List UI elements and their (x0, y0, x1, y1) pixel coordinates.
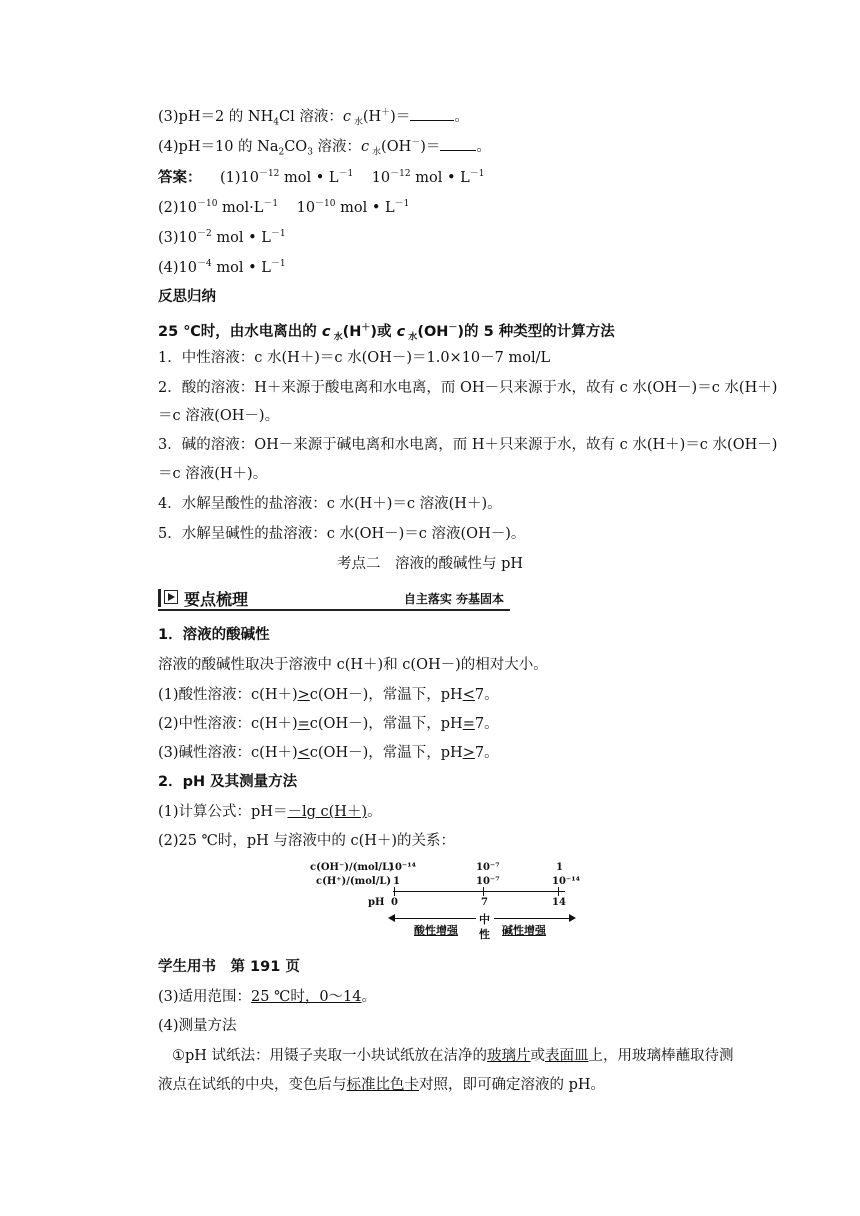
left-ph-value: 0 (391, 897, 398, 908)
ph-heading: 2．pH 及其测量方法 (158, 774, 298, 790)
reflection-item-2: 2．酸的溶液：H＋来源于酸电离和水电离，而 OH－只来源于水，故有 c 水(OH－)＝c 水(H＋) (158, 380, 778, 396)
section-banner (158, 587, 510, 611)
center-oh-value: 10⁻⁷ (476, 862, 500, 873)
book-page-ref: 学生用书 第 191 页 (158, 959, 300, 975)
answer-2: $(2)10^{-10}$ $mol\cdot L^{-1}$ $10^{-10}$ mol • $L^{-1}$ (158, 199, 410, 216)
banner-subtitle: 自主落实 夯基固本 (403, 592, 504, 606)
answer-3: $(3)10^{-2}$ mol • $L^{-1}$ (158, 229, 286, 246)
ph-axis (393, 891, 565, 892)
answer-4: $(4)10^{-4}$ mol • $L^{-1}$ (158, 259, 286, 276)
neutral-solution: (2)中性溶液：c(H＋)=c(OH－)，常温下，pH=7。 (158, 716, 499, 732)
reflection-item-4: 4．水解呈酸性的盐溶液：c 水(H＋)＝c 溶液(H＋)。 (158, 496, 502, 512)
right-h-value: 10⁻¹⁴ (552, 876, 580, 887)
basic-solution: (3)碱性溶液：c(H＋)<c(OH－)，常温下，pH>7。 (158, 745, 499, 761)
base-label: 碱性增强 (502, 924, 546, 937)
acid-solution: (1)酸性溶液：c(H＋)>c(OH－)，常温下，pH<7。 (158, 687, 499, 703)
method-line-2: 液点在试纸的中央，变色后与标准比色卡对照，即可确定溶液的 pH。 (158, 1077, 606, 1093)
section-title: 考点二 溶液的酸碱性与 pH (336, 556, 524, 572)
banner-bar (158, 589, 161, 607)
banner-title: 要点梳理 (184, 590, 249, 609)
left-h-value: 1 (393, 876, 400, 887)
acidity-heading: 1．溶液的酸碱性 (158, 627, 270, 643)
reflection-item-5: 5．水解呈碱性的盐溶液：c 水(OH－)＝c 溶液(OH－)。 (158, 526, 526, 542)
neutral-label-1: 中 (479, 913, 490, 926)
reflection-heading: 反思归纳 (158, 289, 216, 305)
right-ph-value: 14 (552, 897, 566, 908)
left-oh-value: 10⁻¹⁴ (388, 862, 416, 873)
axis-tick-center (483, 887, 484, 896)
base-arrowhead (569, 914, 576, 922)
oh-row-label: c(OH⁻)/(mol/L) (310, 862, 394, 873)
reflection-item-2-cont: ＝c 溶液(OH－)。 (158, 408, 280, 424)
reflection-subtitle: 25 ℃时，由水电离出的 c $_水$(H＋)或 c $_水$(OH－)的 5 种类型的计算方法 (158, 323, 615, 343)
axis-tick-left (394, 887, 395, 896)
center-ph-value: 7 (481, 897, 488, 908)
reflection-item-3: 3．碱的溶液：OH－来源于碱电离和水电离，而 H＋只来源于水，故有 c 水(H＋)＝c 水(OH－) (158, 437, 778, 453)
acid-arrow-line (394, 918, 476, 919)
h-row-label: c(H⁺)/(mol/L) (316, 876, 392, 887)
ph-scale-diagram (290, 860, 600, 950)
answer-blank[interactable] (410, 106, 454, 121)
reflection-item-1: 1．中性溶液：c 水(H＋)＝c 水(OH－)＝1.0×10－7 mol/L (158, 350, 551, 366)
method-line-1: ①pH 试纸法：用镊子夹取一小块试纸放在洁净的玻璃片或表面皿上，用玻璃棒蘸取待测 (172, 1048, 734, 1064)
play-icon (164, 590, 178, 604)
question-4: (4)pH＝10 的 $Na_2CO_3$ 溶液：c $_水$(OH－)＝ 。 (158, 133, 491, 163)
method-heading: (4)测量方法 (158, 1018, 237, 1034)
right-oh-value: 1 (556, 862, 563, 873)
reflection-item-3-cont: ＝c 溶液(H＋)。 (158, 466, 268, 482)
answer-blank[interactable] (440, 136, 476, 151)
axis-tick-right (558, 887, 559, 896)
base-arrow-line (494, 918, 570, 919)
answer-1: 答案： $(1)10^{-12}$ mol • $L^{-1}$ $10^{-12}$ mol • $L^{-1}$ (158, 169, 485, 186)
question-3: (3)pH＝2 的 $NH_4Cl$ 溶液：c $_水$(H＋)＝ 。 (158, 103, 469, 133)
ph-scope: (3)适用范围：25 ℃时，0～14。 (158, 989, 377, 1005)
ph-formula: (1)计算公式：pH＝－lg c(H＋)。 (158, 804, 382, 820)
neutral-label-2: 性 (479, 928, 490, 941)
acid-label: 酸性增强 (414, 924, 458, 937)
acidity-intro: 溶液的酸碱性取决于溶液中 c(H＋)和 c(OH－)的相对大小。 (158, 657, 548, 673)
center-h-value: 10⁻⁷ (476, 876, 500, 887)
ph-relation: (2)25 ℃时，pH 与溶液中的 c(H＋)的关系： (158, 833, 456, 849)
ph-row-label: pH (368, 897, 385, 908)
